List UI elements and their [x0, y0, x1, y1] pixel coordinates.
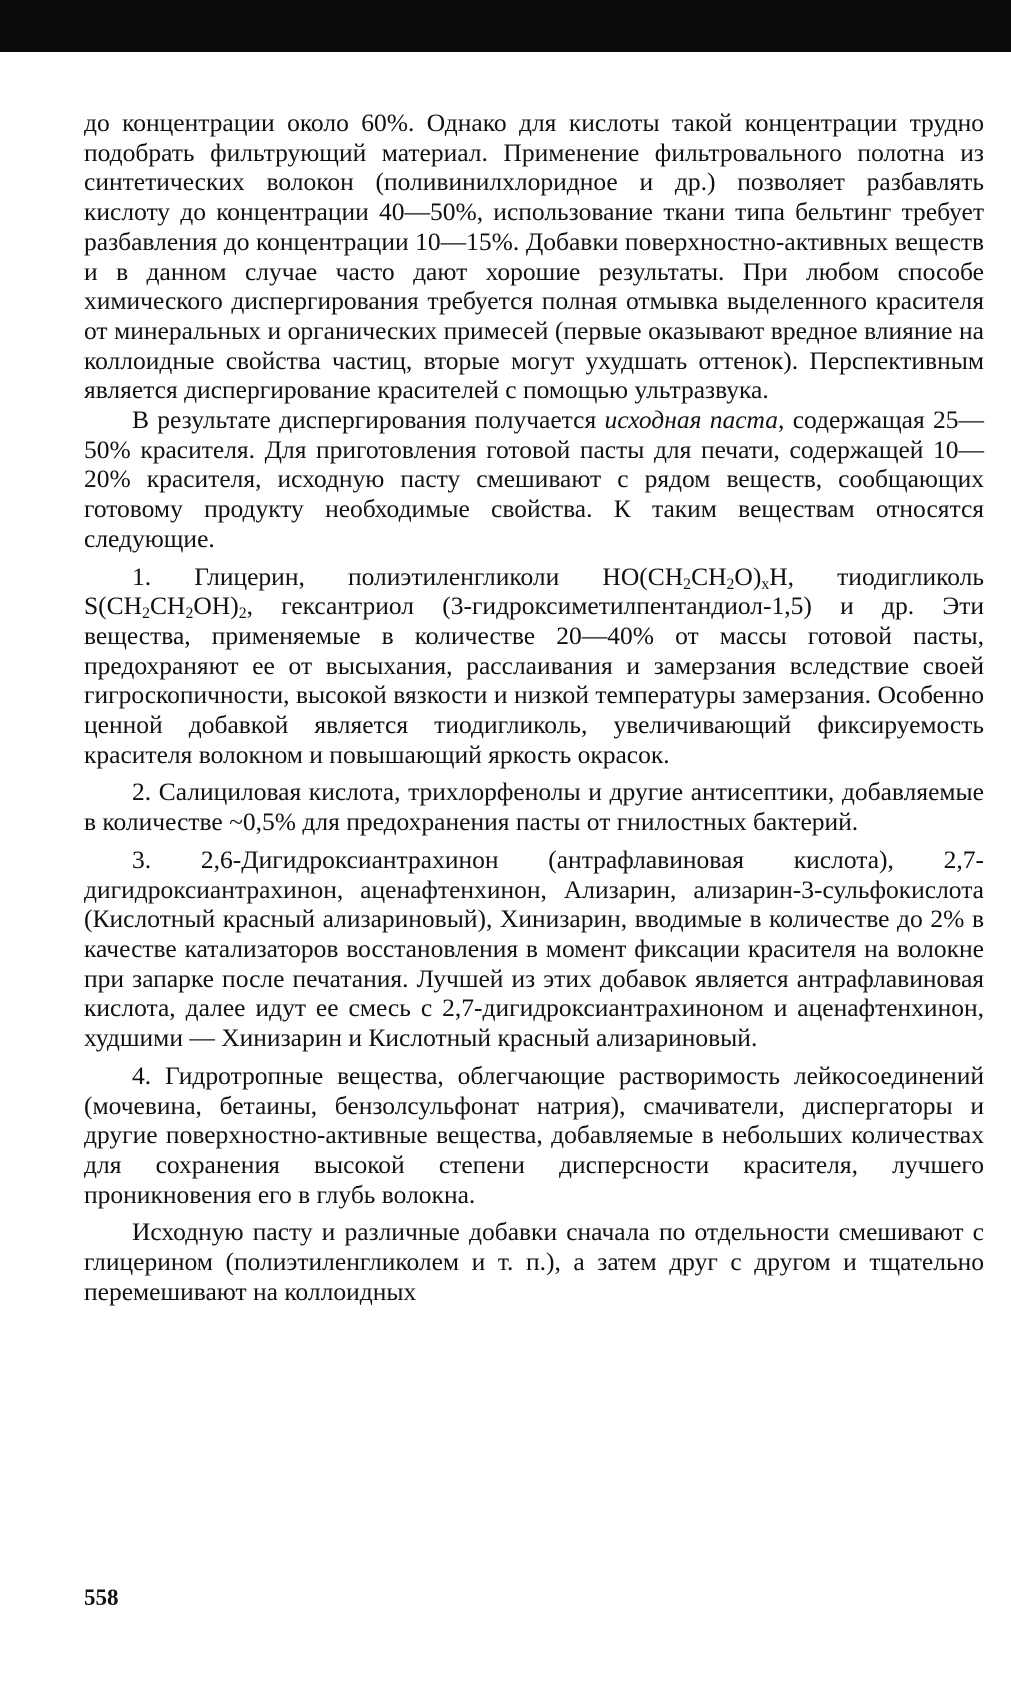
paragraph-mixing: Исходную пасту и различные добавки сначала по отдельности смешивают с глицерином (полиэтиленгликолем и т. п.), а затем друг с другом и тщательно перемешивают на коллоидных — [84, 1217, 984, 1306]
scan-top-border — [0, 0, 1011, 52]
page-body — [84, 108, 984, 1306]
text-segment: 1. Глицерин, полиэтиленгликоли HO(CH — [132, 561, 684, 591]
term-initial-paste: исходная паста — [604, 405, 779, 435]
page-number: 558 — [84, 1585, 119, 1610]
text-segment: , гексантриол (3-гидроксиметилпентандиол-1,5) и др. Эти вещества, применяемые в количестве 20—40% от массы готовой пасты, предохраняют ее от высыхания, расслаивания и замерзания вследствие своей гигроскопичности, высокой вязкости и низкой температуры замерзания. Особенно ценной добавкой является тиодигликоль, увеличивающий фиксируемость красителя волокном и повышающий яркость окрасок. — [84, 591, 984, 769]
text-segment: O) — [734, 561, 762, 591]
text-segment: CH — [150, 591, 186, 621]
list-item-3-catalysts: 3. 2,6-Дигидроксиантрахинон (антрафлавиновая кислота), 2,7-дигидроксиантрахинон, аценафтенхинон, Ализарин, ализарин-3-сульфокислота (Кислотный красный ализариновый), Хинизарин, вводимые в количестве до 2% в качестве катализаторов восстановления в момент фиксации красителя на волокне при запарке после печатания. Лучшей из этих добавок является антрафлавиновая кислота, далее идут ее смесь с 2,7-дигидроксиантрахиноном и аценафтенхинон, худшими — Хинизарин и Кислотный красный ализариновый. — [84, 844, 984, 1053]
subscript: 2 — [726, 575, 735, 593]
text-segment: H, тиодигликоль S(CH — [84, 561, 984, 621]
paragraph-continuation: до концентрации около 60%. Однако для кислоты такой концентрации трудно подобрать фильтрующий материал. Применение фильтровального полотна из синтетических волокон (поливинилхлоридное и др.) позволяет разбавлять кислоту до концентрации 40—50%, использование ткани типа бельтинг требует разбавления до концентрации 10—15%. Добавки поверхностно-активных веществ и в данном случае часто дают хорошие результаты. При любом способе химического диспергирования требуется полная отмывка выделенного красителя от минеральных и органических примесей (первые оказывают вредное влияние на коллоидные свойства частиц, вторые могут ухудшать оттенок). Перспективным является диспергирование красителей с помощью ультразвука. — [84, 108, 984, 405]
subscript: 2 — [142, 605, 151, 623]
text-segment: OH) — [193, 591, 239, 621]
subscript: 2 — [238, 605, 247, 623]
subscript: 2 — [683, 575, 692, 593]
text-segment: , содержащая 25—50% красителя. Для приготовления готовой пасты для печати, содержащей 10—20% красителя, исходную пасту смешивают с рядом веществ, сообщающих готовому продукту необходимые свойства. К таким веществам относятся следующие. — [84, 405, 984, 553]
list-item-2-antiseptics: 2. Салициловая кислота, трихлорфенолы и другие антисептики, добавляемые в количестве ~0,5% для предохранения пасты от гнилостных бактерий. — [84, 777, 984, 837]
subscript: x — [761, 575, 770, 593]
subscript: 2 — [185, 605, 194, 623]
list-item-1-glycerin — [84, 562, 984, 770]
paragraph-initial-paste — [84, 405, 984, 554]
list-item-4-hydrotropes: 4. Гидротропные вещества, облегчающие растворимость лейкосоединений (мочевина, бетаины, бензолсульфонат натрия), смачиватели, диспергаторы и другие поверхностно-активные вещества, добавляемые в небольших количествах для сохранения высокой степени дисперсности красителя, лучшего проникновения его в глубь волокна. — [84, 1060, 984, 1209]
text-segment: В результате диспергирования получается — [132, 405, 605, 435]
text-segment: CH — [691, 561, 727, 591]
